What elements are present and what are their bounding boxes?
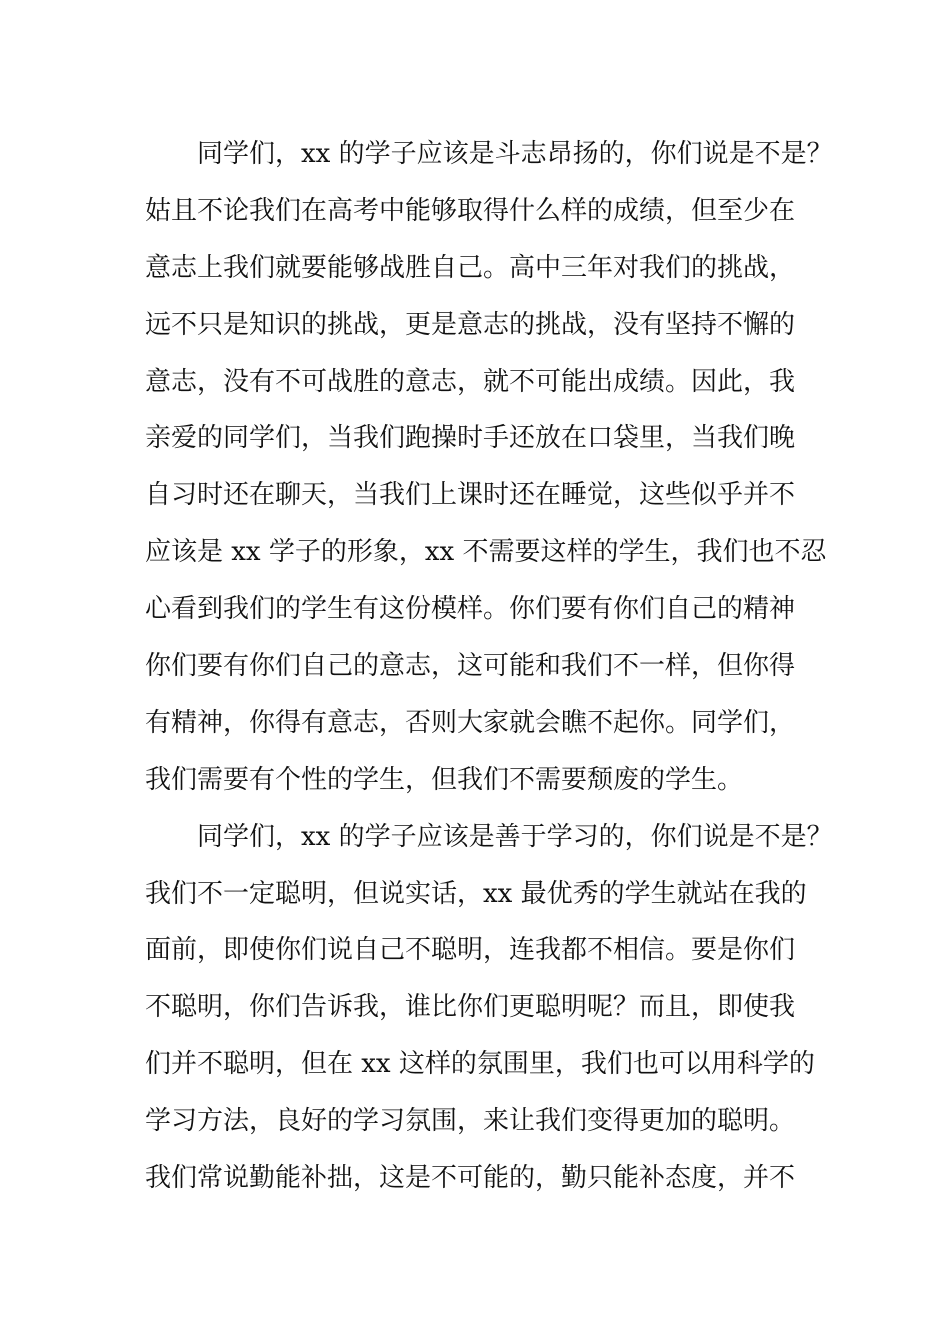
text-line: 意志上我们就要能够战胜自己。高中三年对我们的挑战，	[145, 252, 796, 283]
text-line: 亲爱的同学们，当我们跑操时手还放在口袋里，当我们晚	[145, 423, 796, 454]
text-line: 我们需要有个性的学生，但我们不需要颓废的学生。	[145, 764, 744, 795]
text-line: 们并不聪明，但在 xx 这样的氛围里，我们也可以用科学的	[145, 1049, 815, 1080]
text-line: 我们不一定聪明，但说实话，xx 最优秀的学生就站在我的	[145, 878, 807, 909]
text-line: 学习方法，良好的学习氛围，来让我们变得更加的聪明。	[145, 1106, 796, 1137]
text-line: 姑且不论我们在高考中能够取得什么样的成绩，但至少在	[145, 195, 796, 226]
text-line: 面前，即使你们说自己不聪明，连我都不相信。要是你们	[145, 935, 796, 966]
text-line: 同学们，xx 的学子应该是善于学习的，你们说是不是？	[197, 821, 833, 852]
text-line: 应该是 xx 学子的形象，xx 不需要这样的学生，我们也不忍	[145, 537, 827, 568]
text-line: 心看到我们的学生有这份模样。你们要有你们自己的精神	[145, 594, 796, 625]
text-line: 不聪明，你们告诉我，谁比你们更聪明呢？而且，即使我	[145, 992, 796, 1023]
text-line: 我们常说勤能补拙，这是不可能的，勤只能补态度，并不	[145, 1163, 796, 1194]
text-line: 远不只是知识的挑战，更是意志的挑战，没有坚持不懈的	[145, 309, 796, 340]
text-line: 意志，没有不可战胜的意志，就不可能出成绩。因此，我	[145, 366, 796, 397]
text-line: 有精神，你得有意志，否则大家就会瞧不起你。同学们，	[145, 707, 796, 738]
body-text	[145, 126, 835, 1207]
text-line: 自习时还在聊天，当我们上课时还在睡觉，这些似乎并不	[145, 480, 796, 511]
text-line: 你们要有你们自己的意志，这可能和我们不一样，但你得	[145, 651, 796, 682]
text-line: 同学们，xx 的学子应该是斗志昂扬的，你们说是不是？	[197, 139, 833, 169]
